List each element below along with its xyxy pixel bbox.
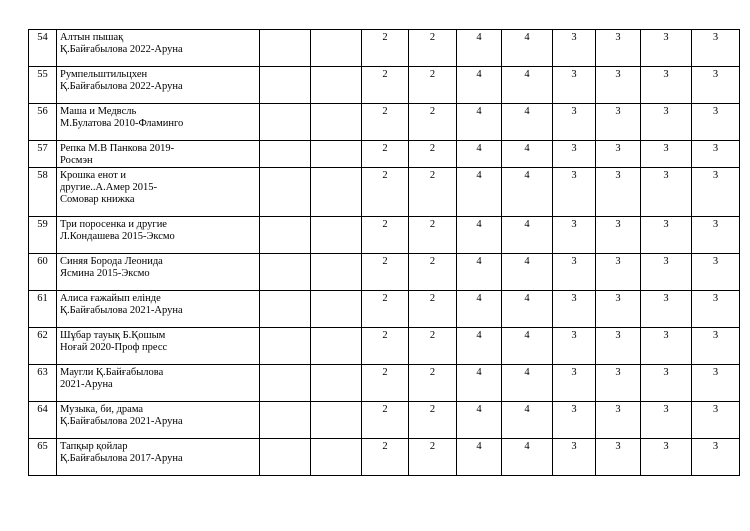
score-cell: 2 <box>409 168 457 217</box>
book-title-line: Маша и Медвсль <box>60 106 137 117</box>
book-title-line: другие..А.Амер 2015- <box>60 182 158 193</box>
empty-cell <box>260 439 311 476</box>
score-cell: 3 <box>692 254 740 291</box>
score-cell: 3 <box>692 439 740 476</box>
row-number: 59 <box>29 217 57 254</box>
book-title-cell <box>57 217 260 254</box>
book-title-line: Қ.Байғабылова 2021-Аруна <box>60 416 183 427</box>
score-cell: 3 <box>553 30 596 67</box>
score-cell: 3 <box>596 141 641 168</box>
book-title-cell <box>57 291 260 328</box>
empty-cell <box>311 30 362 67</box>
book-title-line: Л.Кондашева 2015-Эксмо <box>60 231 175 242</box>
score-cell: 4 <box>502 328 553 365</box>
score-cell: 3 <box>596 67 641 104</box>
book-title-cell <box>57 402 260 439</box>
score-cell: 3 <box>596 168 641 217</box>
score-cell: 3 <box>596 365 641 402</box>
row-number: 56 <box>29 104 57 141</box>
score-cell: 4 <box>457 104 502 141</box>
empty-cell <box>311 291 362 328</box>
empty-cell <box>260 104 311 141</box>
books-table <box>28 29 740 476</box>
empty-cell <box>311 141 362 168</box>
row-number: 63 <box>29 365 57 402</box>
row-number: 57 <box>29 141 57 168</box>
score-cell: 4 <box>457 168 502 217</box>
score-cell: 3 <box>641 291 692 328</box>
score-cell: 2 <box>362 328 409 365</box>
empty-cell <box>260 328 311 365</box>
score-cell: 2 <box>409 402 457 439</box>
book-title-cell <box>57 254 260 291</box>
row-number: 64 <box>29 402 57 439</box>
table-row <box>29 439 740 476</box>
empty-cell <box>260 291 311 328</box>
score-cell: 2 <box>362 402 409 439</box>
score-cell: 3 <box>553 402 596 439</box>
book-title-cell <box>57 30 260 67</box>
table-row <box>29 168 740 217</box>
book-title-line: Маугли Қ.Байғабылова <box>60 367 164 378</box>
score-cell: 3 <box>692 141 740 168</box>
book-title-line: Румпельштильцхен <box>60 69 148 80</box>
table-row <box>29 217 740 254</box>
score-cell: 2 <box>409 291 457 328</box>
score-cell: 3 <box>641 67 692 104</box>
score-cell: 3 <box>641 217 692 254</box>
score-cell: 3 <box>553 168 596 217</box>
score-cell: 3 <box>553 291 596 328</box>
book-title-line: Қ.Байғабылова 2022-Аруна <box>60 81 183 92</box>
row-number: 60 <box>29 254 57 291</box>
score-cell: 4 <box>457 254 502 291</box>
score-cell: 3 <box>553 365 596 402</box>
book-title-line: Шұбар тауық Б.Қошым <box>60 330 166 341</box>
empty-cell <box>260 365 311 402</box>
score-cell: 4 <box>502 141 553 168</box>
empty-cell <box>311 402 362 439</box>
empty-cell <box>311 254 362 291</box>
book-title-line: Крошка енот и <box>60 170 127 181</box>
table-row <box>29 30 740 67</box>
book-title-line: Синяя Борода Леонида <box>60 256 163 267</box>
table-row <box>29 141 740 168</box>
score-cell: 2 <box>362 217 409 254</box>
book-title-line: Қ.Байғабылова 2021-Аруна <box>60 305 183 316</box>
book-title-line: 2021-Аруна <box>60 379 113 390</box>
score-cell: 2 <box>409 67 457 104</box>
score-cell: 3 <box>553 141 596 168</box>
book-title-cell <box>57 328 260 365</box>
book-title-line: Қ.Байғабылова 2022-Аруна <box>60 44 183 55</box>
score-cell: 2 <box>409 328 457 365</box>
score-cell: 2 <box>362 141 409 168</box>
score-cell: 3 <box>596 328 641 365</box>
row-number: 62 <box>29 328 57 365</box>
book-title-line: Тапқыр қойлар <box>60 441 128 452</box>
score-cell: 3 <box>692 67 740 104</box>
score-cell: 3 <box>641 104 692 141</box>
score-cell: 3 <box>641 439 692 476</box>
score-cell: 3 <box>692 365 740 402</box>
score-cell: 3 <box>692 104 740 141</box>
table-row <box>29 365 740 402</box>
table-row <box>29 291 740 328</box>
book-title-cell <box>57 365 260 402</box>
empty-cell <box>260 254 311 291</box>
score-cell: 4 <box>502 439 553 476</box>
empty-cell <box>260 217 311 254</box>
score-cell: 2 <box>409 30 457 67</box>
score-cell: 4 <box>457 402 502 439</box>
score-cell: 3 <box>553 439 596 476</box>
score-cell: 2 <box>362 365 409 402</box>
row-number: 54 <box>29 30 57 67</box>
table-row <box>29 104 740 141</box>
book-title-line: М.Булатова 2010-Фламинго <box>60 118 184 129</box>
score-cell: 4 <box>457 67 502 104</box>
score-cell: 3 <box>641 168 692 217</box>
book-title-cell <box>57 439 260 476</box>
score-cell: 2 <box>409 141 457 168</box>
score-cell: 4 <box>457 439 502 476</box>
empty-cell <box>260 168 311 217</box>
score-cell: 4 <box>502 30 553 67</box>
score-cell: 3 <box>692 402 740 439</box>
score-cell: 4 <box>502 217 553 254</box>
book-title-cell <box>57 104 260 141</box>
score-cell: 3 <box>553 328 596 365</box>
empty-cell <box>311 168 362 217</box>
score-cell: 3 <box>553 217 596 254</box>
score-cell: 3 <box>641 365 692 402</box>
score-cell: 2 <box>362 104 409 141</box>
book-title-cell <box>57 168 260 217</box>
score-cell: 3 <box>596 254 641 291</box>
score-cell: 4 <box>502 291 553 328</box>
table-row <box>29 67 740 104</box>
score-cell: 3 <box>692 168 740 217</box>
book-title-cell <box>57 67 260 104</box>
score-cell: 4 <box>457 217 502 254</box>
row-number: 55 <box>29 67 57 104</box>
score-cell: 2 <box>362 30 409 67</box>
row-number: 61 <box>29 291 57 328</box>
empty-cell <box>260 30 311 67</box>
book-title-line: Алиса ғажайып елінде <box>60 293 161 304</box>
table-body <box>29 30 740 476</box>
score-cell: 3 <box>641 254 692 291</box>
book-title-line: Алтын пышақ <box>60 32 124 43</box>
empty-cell <box>260 402 311 439</box>
empty-cell <box>311 439 362 476</box>
table-row <box>29 328 740 365</box>
empty-cell <box>311 328 362 365</box>
score-cell: 2 <box>362 291 409 328</box>
score-cell: 4 <box>457 365 502 402</box>
row-number: 58 <box>29 168 57 217</box>
score-cell: 3 <box>596 439 641 476</box>
score-cell: 2 <box>409 254 457 291</box>
empty-cell <box>311 365 362 402</box>
empty-cell <box>311 104 362 141</box>
score-cell: 2 <box>409 365 457 402</box>
score-cell: 3 <box>596 104 641 141</box>
score-cell: 3 <box>641 328 692 365</box>
score-cell: 2 <box>362 439 409 476</box>
empty-cell <box>311 67 362 104</box>
score-cell: 3 <box>692 291 740 328</box>
row-number: 65 <box>29 439 57 476</box>
score-cell: 4 <box>457 328 502 365</box>
table-row <box>29 254 740 291</box>
book-title-cell <box>57 141 260 168</box>
score-cell: 2 <box>362 67 409 104</box>
score-cell: 3 <box>641 141 692 168</box>
score-cell: 4 <box>502 402 553 439</box>
score-cell: 3 <box>596 30 641 67</box>
empty-cell <box>260 141 311 168</box>
book-title-line: Репка М.В Панкова 2019- <box>60 143 175 154</box>
score-cell: 4 <box>457 141 502 168</box>
book-title-line: Росмэн <box>60 155 93 166</box>
score-cell: 3 <box>692 328 740 365</box>
score-cell: 3 <box>553 67 596 104</box>
score-cell: 3 <box>692 217 740 254</box>
score-cell: 4 <box>457 291 502 328</box>
score-cell: 3 <box>553 254 596 291</box>
empty-cell <box>311 217 362 254</box>
score-cell: 2 <box>362 168 409 217</box>
score-cell: 2 <box>409 104 457 141</box>
score-cell: 2 <box>409 439 457 476</box>
book-title-line: Ноғай 2020-Проф пресс <box>60 342 168 353</box>
score-cell: 4 <box>502 168 553 217</box>
score-cell: 4 <box>457 30 502 67</box>
score-cell: 4 <box>502 365 553 402</box>
book-title-line: Три поросенка и другие <box>60 219 167 230</box>
score-cell: 4 <box>502 254 553 291</box>
score-cell: 3 <box>641 402 692 439</box>
book-title-line: Музыка, би, драма <box>60 404 144 415</box>
score-cell: 3 <box>553 104 596 141</box>
score-cell: 3 <box>641 30 692 67</box>
score-cell: 3 <box>596 402 641 439</box>
score-cell: 3 <box>692 30 740 67</box>
book-title-line: Ясмина 2015-Эксмо <box>60 268 150 279</box>
book-title-line: Қ.Байғабылова 2017-Аруна <box>60 453 183 464</box>
score-cell: 4 <box>502 67 553 104</box>
score-cell: 3 <box>596 217 641 254</box>
score-cell: 4 <box>502 104 553 141</box>
empty-cell <box>260 67 311 104</box>
book-title-line: Сомовар книжка <box>60 194 135 205</box>
score-cell: 2 <box>362 254 409 291</box>
table-row <box>29 402 740 439</box>
score-cell: 2 <box>409 217 457 254</box>
score-cell: 3 <box>596 291 641 328</box>
